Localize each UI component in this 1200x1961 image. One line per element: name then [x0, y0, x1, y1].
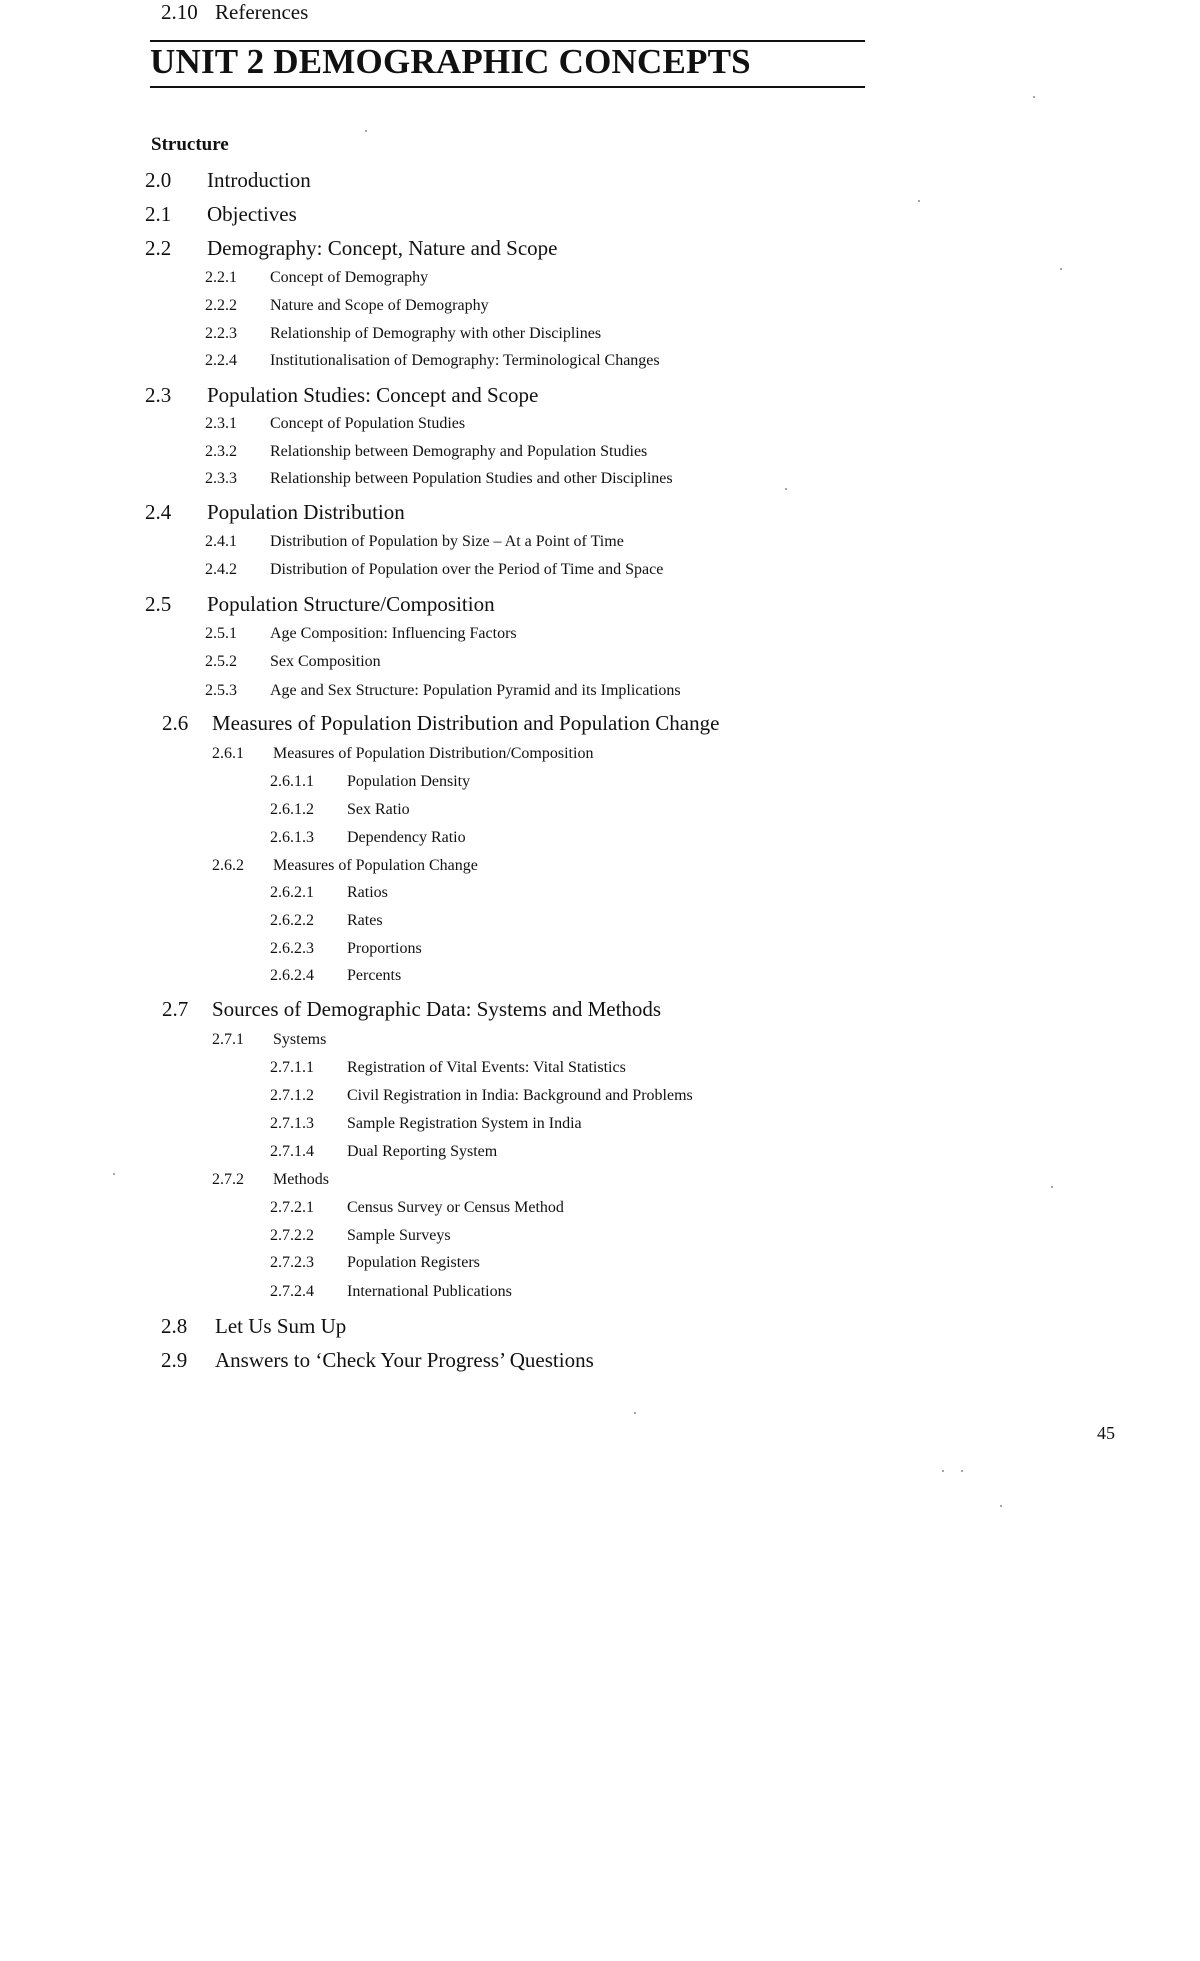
toc-entry-title: Dependency Ratio — [347, 829, 466, 846]
toc-entry-title: Relationship between Demography and Population Studies — [270, 443, 648, 460]
toc-entry-title: Introduction — [207, 168, 311, 192]
scan-speck — [1060, 268, 1062, 270]
toc-entry-title: Relationship between Population Studies and other Disciplines — [270, 470, 673, 487]
scan-speck — [113, 1173, 115, 1175]
toc-entry-title: Measures of Population Change — [273, 857, 478, 874]
toc-entry-number: 2.2.4 — [205, 352, 237, 369]
toc-entry-number: 2.5.1 — [205, 625, 237, 642]
toc-entry-title: Distribution of Population by Size – At a Point of Time — [270, 533, 624, 550]
toc-entry-title: Distribution of Population over the Period of Time and Space — [270, 561, 664, 578]
toc-entry-number: 2.7.2.4 — [270, 1283, 314, 1300]
toc-entry-title: Ratios — [347, 884, 388, 901]
toc-entry-number: 2.4.2 — [205, 561, 237, 578]
scan-speck — [961, 1470, 963, 1472]
toc-entry-number: 2.7.2.3 — [270, 1254, 314, 1271]
toc-entry-number: 2.2.1 — [205, 269, 237, 286]
toc-entry-title: Methods — [273, 1171, 329, 1188]
toc-entry-title: Percents — [347, 967, 402, 984]
toc-entry-title: Demography: Concept, Nature and Scope — [207, 236, 558, 260]
toc-entry-title: Civil Registration in India: Background and Problems — [347, 1087, 693, 1104]
toc-entry-number: 2.6.2.2 — [270, 912, 314, 929]
toc-entry-title: Measures of Population Distribution/Composition — [273, 745, 594, 762]
toc-entry-title: Population Studies: Concept and Scope — [207, 383, 539, 407]
toc-entry-title: Population Distribution — [207, 500, 405, 524]
toc-entry-title: Registration of Vital Events: Vital Statistics — [347, 1059, 626, 1076]
toc-entry-number: 2.6.1 — [212, 745, 244, 762]
toc-entry-number: 2.8 — [161, 1314, 188, 1338]
toc-entry-number: 2.3.2 — [205, 443, 237, 460]
toc-entry-title: Measures of Population Distribution and Population Change — [212, 711, 720, 735]
scan-speck — [785, 488, 787, 490]
scan-speck — [634, 1412, 636, 1414]
toc-entry-title: Population Structure/Composition — [207, 592, 495, 616]
title-bottom-rule — [150, 86, 865, 88]
toc-entry-number: 2.9 — [161, 1348, 188, 1372]
toc-entry-title: Answers to ‘Check Your Progress’ Questions — [215, 1348, 594, 1372]
toc-entry-number: 2.5.3 — [205, 682, 237, 699]
toc-entry-number: 2.0 — [145, 168, 172, 192]
toc-entry-title: Sex Composition — [270, 653, 381, 670]
toc-entry-number: 2.2 — [145, 236, 172, 260]
toc-entry-number: 2.6.1.3 — [270, 829, 314, 846]
toc-entry-title: Census Survey or Census Method — [347, 1199, 564, 1216]
toc-entry-title: Institutionalisation of Demography: Terminological Changes — [270, 352, 660, 369]
toc-entry-number: 2.6.1.2 — [270, 801, 314, 818]
scan-speck — [365, 130, 367, 132]
toc-entry-title: Dual Reporting System — [347, 1143, 498, 1160]
toc-entry-title: Sample Registration System in India — [347, 1115, 582, 1132]
scan-speck — [1000, 1505, 1002, 1507]
page-number: 45 — [1097, 1423, 1115, 1443]
toc-entry-title: Nature and Scope of Demography — [270, 297, 489, 314]
toc-entry-number: 2.5.2 — [205, 653, 237, 670]
toc-entry-title: Sources of Demographic Data: Systems and Methods — [212, 997, 662, 1021]
toc-entry-number: 2.7.1.1 — [270, 1059, 314, 1076]
toc-entry-number: 2.6.2.3 — [270, 940, 314, 957]
toc-entry-title: Systems — [273, 1031, 327, 1048]
scan-speck — [1051, 1186, 1053, 1188]
toc-entry-number: 2.7.2.2 — [270, 1227, 314, 1244]
toc-entry-number: 2.7.2 — [212, 1171, 244, 1188]
toc-entry-title: Rates — [347, 912, 383, 929]
toc-entry-title: Concept of Population Studies — [270, 415, 466, 432]
toc-entry-number: 2.6.2 — [212, 857, 244, 874]
toc-entry-title: Proportions — [347, 940, 422, 957]
toc-entry-title: Population Density — [347, 773, 471, 790]
toc-entry-title: International Publications — [347, 1283, 512, 1300]
toc-entry-number: 2.4.1 — [205, 533, 237, 550]
toc-entry-number: 2.6.2.1 — [270, 884, 314, 901]
toc-entry-title: Concept of Demography — [270, 269, 429, 286]
toc-entry-title: Relationship of Demography with other Disciplines — [270, 325, 602, 342]
toc-entry-number: 2.7.1.4 — [270, 1143, 314, 1160]
toc-entry-number: 2.6 — [162, 711, 189, 735]
toc-entry-number: 2.6.1.1 — [270, 773, 314, 790]
toc-entry-number: 2.3.3 — [205, 470, 237, 487]
toc-entry-number: 2.5 — [145, 592, 172, 616]
toc-entry-number: 2.3.1 — [205, 415, 237, 432]
toc-entry-title: Objectives — [207, 202, 297, 226]
toc-entry-number: 2.3 — [145, 383, 172, 407]
toc-entry-number: 2.6.2.4 — [270, 967, 314, 984]
toc-entry-number: 2.7.2.1 — [270, 1199, 314, 1216]
toc-entry-number: 2.10 — [161, 0, 198, 24]
toc-entry-number: 2.7.1.3 — [270, 1115, 314, 1132]
toc-entry-title: Let Us Sum Up — [215, 1314, 347, 1338]
toc-entry-number: 2.7.1 — [212, 1031, 244, 1048]
scan-speck — [918, 200, 920, 202]
scan-speck — [942, 1470, 944, 1472]
scan-speck — [1033, 96, 1035, 98]
toc-entry-title: Sample Surveys — [347, 1227, 451, 1244]
toc-entry-title: Population Registers — [347, 1254, 480, 1271]
structure-heading: Structure — [151, 134, 229, 155]
toc-entry-number: 2.7 — [162, 997, 189, 1021]
toc-entry-title: Age and Sex Structure: Population Pyramid and its Implications — [270, 682, 681, 699]
toc-entry-number: 2.2.3 — [205, 325, 237, 342]
toc-entry-number: 2.2.2 — [205, 297, 237, 314]
toc-entry-number: 2.1 — [145, 202, 172, 226]
toc-entry-title: Sex Ratio — [347, 801, 410, 818]
toc-entry-number: 2.4 — [145, 500, 172, 524]
toc-entry-title: Age Composition: Influencing Factors — [270, 625, 517, 642]
toc-entry-number: 2.7.1.2 — [270, 1087, 314, 1104]
toc-entry-title: References — [215, 0, 309, 24]
unit-title: UNIT 2 DEMOGRAPHIC CONCEPTS — [150, 42, 751, 81]
